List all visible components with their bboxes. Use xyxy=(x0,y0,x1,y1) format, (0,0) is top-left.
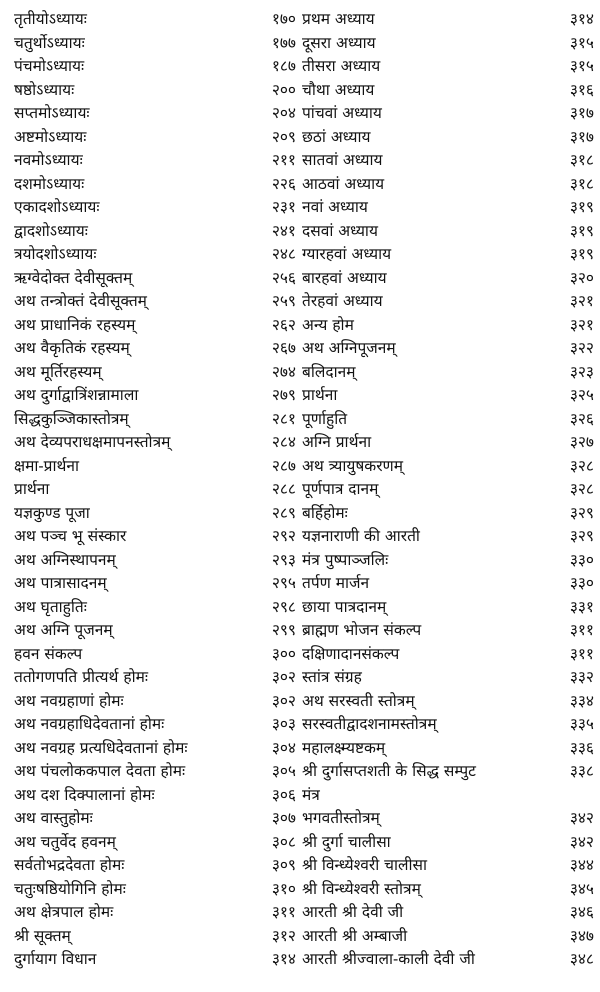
left-entry-title: अथ क्षेत्रपाल होमः xyxy=(14,903,114,921)
left-entry-title: अथ प्राधानिकं रहस्यम् xyxy=(14,315,136,334)
left-entry-page: ३१४ xyxy=(271,950,296,968)
toc-row xyxy=(0,854,600,878)
left-entry-page: २२६ xyxy=(271,174,296,193)
left-entry-title: सर्वतोभद्रदेवता होमः xyxy=(14,856,125,874)
toc-row xyxy=(0,173,600,197)
toc-row xyxy=(0,32,600,56)
left-entry-page: १८७ xyxy=(271,57,296,75)
right-entry-page: ३२६ xyxy=(569,409,594,428)
left-entry-page: २८८ xyxy=(271,480,296,498)
left-entry-title: हवन संकल्प xyxy=(14,644,83,663)
left-entry-title: अथ अग्नि पूजनम् xyxy=(14,621,113,639)
right-entry-page: ३२९ xyxy=(569,527,594,545)
right-entry-page: ३१८ xyxy=(569,151,594,169)
left-entry-page: २५६ xyxy=(271,268,296,287)
left-entry-page: २४८ xyxy=(271,245,296,263)
left-entry-title: अथ नवग्रहाधिदेवतानां होमः xyxy=(14,715,165,733)
toc-row xyxy=(0,572,600,596)
toc-row xyxy=(0,713,600,737)
left-entry-page: ३०६ xyxy=(271,785,296,804)
right-entry-title: तेरहवां अध्याय xyxy=(302,292,383,310)
toc-row xyxy=(0,549,600,573)
toc-row xyxy=(0,220,600,244)
table-of-contents xyxy=(0,8,600,972)
right-entry-title: स्तांत्र संग्रह xyxy=(302,668,362,686)
right-entry-title: नवां अध्याय xyxy=(302,198,368,216)
toc-row xyxy=(0,831,600,855)
toc-row xyxy=(0,478,600,502)
right-entry-page: ३११ xyxy=(569,621,594,639)
right-entry-page: ३१७ xyxy=(569,104,594,122)
left-entry-page: ३०० xyxy=(271,644,296,663)
right-entry-title: तर्पण मार्जन xyxy=(302,574,370,592)
right-entry-page: ३१८ xyxy=(569,174,594,193)
toc-row xyxy=(0,361,600,385)
toc-row xyxy=(0,431,600,455)
right-entry-title: अथ त्र्यायुषकरणम् xyxy=(302,456,404,475)
right-entry-page: ३१९ xyxy=(569,221,594,240)
left-entry-page: ३०५ xyxy=(271,762,296,780)
left-entry-title: अथ दश दिक्पालानां होमः xyxy=(14,785,155,804)
left-entry-page: २५९ xyxy=(271,292,296,310)
right-entry-page: ३१६ xyxy=(569,80,594,99)
left-entry-title: अथ मूर्तिरहस्यम् xyxy=(14,362,102,381)
left-entry-page: २४१ xyxy=(271,221,296,240)
left-entry-page: १७७ xyxy=(271,33,296,52)
left-entry-page: २८९ xyxy=(271,503,296,522)
left-entry-page: ३११ xyxy=(271,903,296,921)
right-entry-page: ३२९ xyxy=(569,503,594,522)
right-entry-page: ३३२ xyxy=(569,668,594,686)
toc-row xyxy=(0,925,600,949)
toc-row xyxy=(0,619,600,643)
toc-row xyxy=(0,455,600,479)
left-entry-page: २९५ xyxy=(271,574,296,592)
right-entry-page: ३४६ xyxy=(569,903,594,921)
right-entry-page: ३४७ xyxy=(569,926,594,945)
left-entry-page: ३०४ xyxy=(271,738,296,757)
left-entry-page: २८४ xyxy=(271,433,296,451)
left-entry-title: अथ वैकृतिकं रहस्यम् xyxy=(14,339,130,357)
left-entry-page: २९८ xyxy=(271,597,296,616)
toc-row xyxy=(0,596,600,620)
right-entry-page: ३२१ xyxy=(569,292,594,310)
left-entry-title: दुर्गायाग विधान xyxy=(14,950,97,968)
left-entry-title: प्रार्थना xyxy=(14,480,50,498)
toc-row xyxy=(0,737,600,761)
left-entry-page: २६२ xyxy=(271,315,296,334)
toc-row xyxy=(0,102,600,126)
right-entry-title: सरस्वतीद्वादशनामस्तोत्रम् xyxy=(302,715,437,733)
left-entry-title: अथ नवग्रह प्रत्यधिदेवतानां होमः xyxy=(14,738,188,757)
left-entry-title: सिद्धकुञ्जिकास्तोत्रम् xyxy=(14,409,129,428)
left-entry-title: अथ पंचलोककपाल देवता होमः xyxy=(14,762,186,780)
left-entry-page: २७४ xyxy=(271,362,296,381)
toc-row xyxy=(0,243,600,267)
toc-row xyxy=(0,807,600,831)
left-entry-page: २८७ xyxy=(271,456,296,475)
toc-row xyxy=(0,408,600,432)
right-entry-title: अथ अग्निपूजनम् xyxy=(302,339,396,357)
left-entry-page: २८१ xyxy=(271,409,296,428)
left-entry-title: अथ नवग्रहाणां होमः xyxy=(14,691,124,710)
left-entry-title: तृतीयोऽध्यायः xyxy=(14,10,87,28)
right-entry-title: तीसरा अध्याय xyxy=(302,57,381,75)
toc-row xyxy=(0,267,600,291)
right-entry-title: बारहवां अध्याय xyxy=(302,268,387,287)
right-entry-page: ३२२ xyxy=(569,339,594,357)
toc-row xyxy=(0,196,600,220)
left-entry-title: अथ पञ्च भू संस्कार xyxy=(14,527,127,545)
right-entry-title: पांचवां अध्याय xyxy=(302,104,382,122)
toc-row xyxy=(0,337,600,361)
left-entry-title: चतुर्थोऽध्यायः xyxy=(14,33,85,52)
toc-row xyxy=(0,8,600,32)
right-entry-title: मंत्र xyxy=(302,785,320,804)
left-entry-title: श्री सूक्तम् xyxy=(14,926,71,945)
left-entry-title: अथ देव्यपराधक्षमापनस्तोत्रम् xyxy=(14,433,171,451)
right-entry-page: ३३० xyxy=(569,550,594,569)
right-entry-page: ३२८ xyxy=(569,480,594,498)
right-entry-title: अग्नि प्रार्थना xyxy=(302,433,372,451)
left-entry-title: अथ पात्रासादनम् xyxy=(14,574,107,592)
right-entry-title: आरती श्री अम्बाजी xyxy=(302,926,408,945)
right-entry-page: ३३५ xyxy=(569,715,594,733)
right-entry-title: सातवां अध्याय xyxy=(302,151,383,169)
left-entry-title: अथ तन्त्रोक्तं देवीसूक्तम् xyxy=(14,292,147,310)
right-entry-title: मंत्र पुष्पाञ्जलिः xyxy=(302,550,389,569)
left-entry-page: २०४ xyxy=(271,104,296,122)
right-entry-page: ३१९ xyxy=(569,245,594,263)
toc-row xyxy=(0,384,600,408)
left-entry-page: २०० xyxy=(271,80,296,99)
right-entry-title: भगवतीस्तोत्रम् xyxy=(302,809,380,827)
right-entry-title: यज्ञनाराणी की आरती xyxy=(302,527,420,545)
toc-row xyxy=(0,784,600,808)
left-entry-title: पंचमोऽध्यायः xyxy=(14,57,85,75)
right-entry-page: ३४५ xyxy=(569,879,594,898)
right-entry-page: ३११ xyxy=(569,644,594,663)
left-entry-title: अष्टमोऽध्यायः xyxy=(14,127,87,146)
left-entry-page: २११ xyxy=(271,151,296,169)
left-entry-title: अथ घृताहुतिः xyxy=(14,597,87,616)
right-entry-title: बलिदानम् xyxy=(302,362,356,381)
right-entry-title: अथ सरस्वती स्तोत्रम् xyxy=(302,691,415,710)
right-entry-title: पूर्णपात्र दानम् xyxy=(302,480,379,498)
right-entry-page: ३१७ xyxy=(569,127,594,146)
left-entry-page: ३१० xyxy=(271,879,296,898)
left-entry-page: २९२ xyxy=(271,527,296,545)
right-entry-page: ३२३ xyxy=(569,362,594,381)
left-entry-page: २९९ xyxy=(271,621,296,639)
toc-row xyxy=(0,314,600,338)
left-entry-title: नवमोऽध्यायः xyxy=(14,151,83,169)
left-entry-title: त्रयोदशोऽध्यायः xyxy=(14,245,97,263)
right-entry-title: पूर्णाहुति xyxy=(302,409,348,428)
left-entry-page: ३०२ xyxy=(271,668,296,686)
right-entry-title: श्री दुर्गा चालीसा xyxy=(302,832,391,851)
right-entry-page: ३२८ xyxy=(569,456,594,475)
right-entry-page: ३३० xyxy=(569,574,594,592)
right-entry-title: दसवां अध्याय xyxy=(302,221,378,240)
right-entry-page: ३१५ xyxy=(569,57,594,75)
left-entry-title: एकादशोऽध्यायः xyxy=(14,198,100,216)
right-entry-title: बर्हिहोमः xyxy=(302,503,348,522)
toc-row xyxy=(0,878,600,902)
right-entry-page: ३३४ xyxy=(569,691,594,710)
right-entry-page: ३१५ xyxy=(569,33,594,52)
left-entry-title: दशमोऽध्यायः xyxy=(14,174,85,193)
left-entry-page: ३०२ xyxy=(271,691,296,710)
right-entry-title: श्री विन्ध्येश्वरी चालीसा xyxy=(302,856,428,874)
left-entry-title: अथ दुर्गाद्वात्रिंशन्नामाला xyxy=(14,386,139,404)
toc-row xyxy=(0,948,600,972)
left-entry-page: २०९ xyxy=(271,127,296,146)
left-entry-page: २३१ xyxy=(271,198,296,216)
right-entry-page: ३४८ xyxy=(569,950,594,968)
left-entry-page: ३०८ xyxy=(271,832,296,851)
right-entry-title: महालक्ष्म्यष्टकम् xyxy=(302,738,386,757)
left-entry-page: १७० xyxy=(271,10,296,28)
left-entry-title: अथ वास्तुहोमः xyxy=(14,809,93,827)
right-entry-page: ३१९ xyxy=(569,198,594,216)
right-entry-page: ३१४ xyxy=(569,10,594,28)
right-entry-page: ३२० xyxy=(569,268,594,287)
left-entry-page: ३१२ xyxy=(271,926,296,945)
right-entry-page: ३२१ xyxy=(569,315,594,334)
left-entry-page: २७९ xyxy=(271,386,296,404)
right-entry-page: ३४४ xyxy=(569,856,594,874)
toc-row xyxy=(0,502,600,526)
left-entry-title: षष्ठोऽध्यायः xyxy=(14,80,75,99)
right-entry-title: दूसरा अध्याय xyxy=(302,33,376,52)
right-entry-title: छाया पात्रदानम् xyxy=(302,597,387,616)
toc-row xyxy=(0,643,600,667)
right-entry-title: आठवां अध्याय xyxy=(302,174,385,193)
right-entry-page: ३४२ xyxy=(569,809,594,827)
right-entry-title: छठां अध्याय xyxy=(302,127,371,146)
toc-row xyxy=(0,525,600,549)
left-entry-title: ततोगणपति प्रीत्यर्थ होमः xyxy=(14,668,148,686)
left-entry-page: २६७ xyxy=(271,339,296,357)
right-entry-title: प्रार्थना xyxy=(302,386,338,404)
toc-row xyxy=(0,149,600,173)
right-entry-title: श्री दुर्गासप्तशती के सिद्ध सम्पुट xyxy=(302,762,476,780)
right-entry-page: ३२७ xyxy=(569,433,594,451)
toc-row xyxy=(0,666,600,690)
left-entry-title: सप्तमोऽध्यायः xyxy=(14,104,90,122)
right-entry-title: ग्यारहवां अध्याय xyxy=(302,245,392,263)
right-entry-title: आरती श्रीज्वाला-काली देवी जी xyxy=(302,950,475,968)
right-entry-title: प्रथम अध्याय xyxy=(302,10,375,28)
right-entry-page: ३३६ xyxy=(569,738,594,757)
toc-row xyxy=(0,55,600,79)
left-entry-title: यज्ञकुण्ड पूजा xyxy=(14,503,90,522)
right-entry-title: श्री विन्ध्येश्वरी स्तोत्रम् xyxy=(302,879,421,898)
left-entry-page: २९३ xyxy=(271,550,296,569)
left-entry-title: अथ अग्निस्थापनम् xyxy=(14,550,116,569)
right-entry-title: दक्षिणादानसंकल्प xyxy=(302,644,400,663)
toc-row xyxy=(0,126,600,150)
left-entry-page: ३०७ xyxy=(271,809,296,827)
right-entry-page: ३२५ xyxy=(569,386,594,404)
toc-row xyxy=(0,290,600,314)
right-entry-title: चौथा अध्याय xyxy=(302,80,375,99)
toc-row xyxy=(0,690,600,714)
left-entry-title: द्वादशोऽध्यायः xyxy=(14,221,88,240)
left-entry-title: क्षमा-प्रार्थना xyxy=(14,456,79,475)
right-entry-title: ब्राह्मण भोजन संकल्प xyxy=(302,621,422,639)
left-entry-title: अथ चतुर्वेद हवनम् xyxy=(14,832,116,851)
right-entry-page: ३३१ xyxy=(569,597,594,616)
toc-row xyxy=(0,901,600,925)
right-entry-page: ३४२ xyxy=(569,832,594,851)
right-entry-page: ३३८ xyxy=(569,762,594,780)
left-entry-page: ३०३ xyxy=(271,715,296,733)
left-entry-page: ३०९ xyxy=(271,856,296,874)
toc-row xyxy=(0,760,600,784)
right-entry-title: आरती श्री देवी जी xyxy=(302,903,404,921)
left-entry-title: ऋग्वेदोक्त देवीसूक्तम् xyxy=(14,268,133,287)
right-entry-title: अन्य होम xyxy=(302,315,354,334)
left-entry-title: चतुःषष्ठियोगिनि होमः xyxy=(14,879,126,898)
toc-row xyxy=(0,79,600,103)
